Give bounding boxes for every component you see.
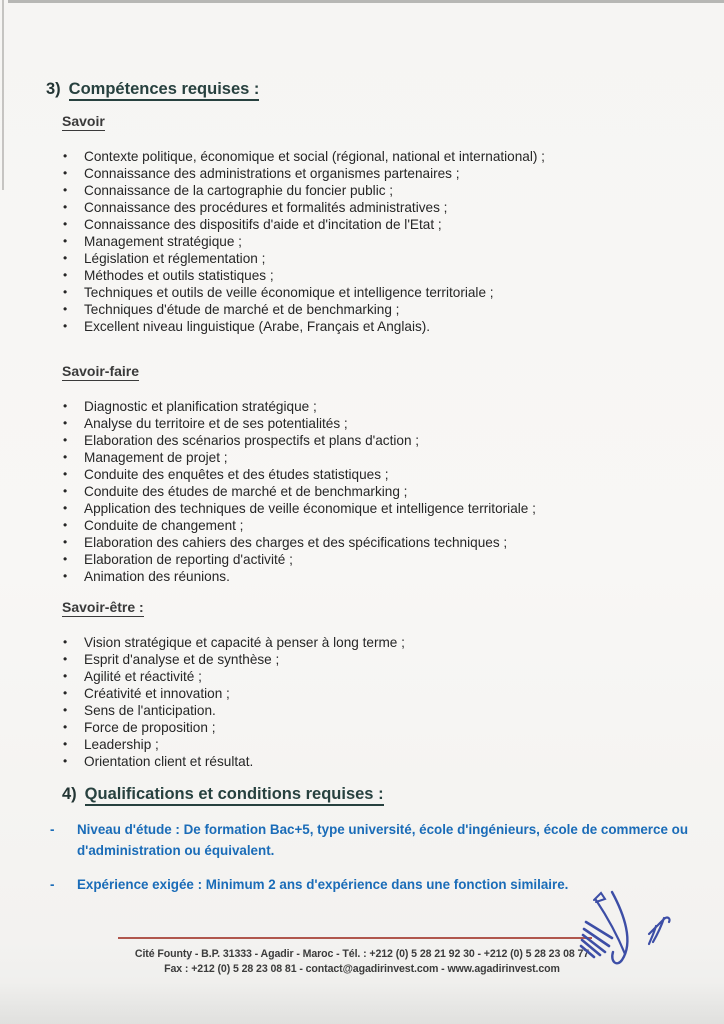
bullet-icon: • — [63, 635, 68, 649]
bullet-icon: • — [63, 669, 68, 683]
bullet-item — [63, 449, 688, 466]
bullet-item — [63, 753, 688, 770]
bullet-icon: • — [63, 166, 68, 180]
bullet-icon: • — [63, 183, 68, 197]
handwritten-signature — [572, 880, 696, 980]
dash-bullet: - — [50, 822, 55, 837]
bullet-item — [63, 483, 688, 500]
bullet-item-text: Analyse du territoire et de ses potentialités ; — [84, 416, 348, 431]
bullet-icon: • — [63, 686, 68, 700]
section-4-number: 4) — [62, 785, 77, 803]
bullet-icon: • — [63, 518, 68, 532]
bullet-item — [63, 736, 688, 753]
bullet-item-text: Contexte politique, économique et social (régional, national et international) ; — [84, 149, 545, 164]
bullet-item-text: Législation et réglementation ; — [84, 251, 266, 266]
bullet-item-text: Connaissance de la cartographie du foncier public ; — [84, 183, 394, 198]
bullet-icon: • — [63, 217, 68, 231]
bullet-icon: • — [63, 319, 68, 333]
bullet-item — [63, 500, 688, 517]
bullet-item-text: Elaboration de reporting d'activité ; — [84, 552, 293, 567]
bullet-item-text: Méthodes et outils statistiques ; — [84, 268, 274, 283]
section-3-number: 3) — [46, 80, 61, 98]
savoir-etre-list — [46, 634, 688, 770]
bullet-item-text: Vision stratégique et capacité à penser à long terme ; — [84, 635, 405, 650]
bullet-item-text: Conduite de changement ; — [84, 518, 244, 533]
bullet-item — [63, 534, 688, 551]
bullet-item — [63, 466, 688, 483]
bullet-item-text: Conduite des enquêtes et des études statistiques ; — [84, 467, 389, 482]
bullet-item — [63, 199, 688, 216]
bullet-item — [63, 551, 688, 568]
bullet-item — [63, 415, 688, 432]
bullet-icon: • — [63, 416, 68, 430]
document-body — [46, 78, 688, 896]
bullet-item — [63, 719, 688, 736]
bullet-item-text: Esprit d'analyse et de synthèse ; — [84, 652, 280, 667]
scan-shadow-bottom — [0, 982, 724, 1024]
footer-fax-line: Fax : +212 (0) 5 28 23 08 81 - contact@agadirinvest.com - www.agadirinvest.com — [164, 962, 560, 975]
scan-edge-left — [2, 0, 4, 190]
bullet-item — [63, 685, 688, 702]
bullet-icon: • — [63, 433, 68, 447]
bullet-item-text: Diagnostic et planification stratégique ; — [84, 399, 317, 414]
bullet-icon: • — [63, 703, 68, 717]
qualification-item-text: Niveau d'étude : De formation Bac+5, type université, école d'ingénieurs, école de commerce ou d'administration ou équivalent. — [77, 822, 688, 858]
bullet-item-text: Excellent niveau linguistique (Arabe, Français et Anglais). — [84, 319, 431, 334]
bullet-icon: • — [63, 234, 68, 248]
bullet-item-text: Conduite des études de marché et de benchmarking ; — [84, 484, 408, 499]
bullet-item-text: Management stratégique ; — [84, 234, 242, 249]
bullet-item-text: Force de proposition ; — [84, 720, 216, 735]
bullet-icon: • — [63, 569, 68, 583]
qualification-item-text: Expérience exigée : Minimum 2 ans d'expérience dans une fonction similaire. — [77, 877, 569, 892]
bullet-item-text: Connaissance des administrations et organismes partenaires ; — [84, 166, 460, 181]
section-3-title: Compétences requises : — [69, 80, 260, 101]
savoir-list — [46, 148, 688, 335]
bullet-item — [63, 250, 688, 267]
bullet-icon: • — [63, 652, 68, 666]
bullet-icon: • — [63, 149, 68, 163]
bullet-icon: • — [63, 467, 68, 481]
bullet-item — [63, 165, 688, 182]
bullet-item-text: Elaboration des scénarios prospectifs et plans d'action ; — [84, 433, 420, 448]
subsection-savoir-faire-heading: Savoir-faire — [62, 363, 140, 379]
section-3-heading — [46, 78, 688, 100]
bullet-item — [63, 517, 688, 534]
bullet-item-text: Agilité et réactivité ; — [84, 669, 202, 684]
bullet-icon: • — [63, 285, 68, 299]
savoir-faire-list — [46, 398, 688, 585]
bullet-icon: • — [63, 754, 68, 768]
bullet-icon: • — [63, 501, 68, 515]
bullet-item — [63, 301, 688, 318]
bullet-icon: • — [63, 251, 68, 265]
bullet-item — [63, 182, 688, 199]
bullet-item — [63, 568, 688, 585]
section-4-title: Qualifications et conditions requises : — [85, 785, 384, 806]
bullet-item-text: Orientation client et résultat. — [84, 754, 254, 769]
bullet-item-text: Sens de l'anticipation. — [84, 703, 216, 718]
bullet-icon: • — [63, 268, 68, 282]
bullet-item — [63, 233, 688, 250]
bullet-item — [63, 432, 688, 449]
bullet-item-text: Techniques d'étude de marché et de benchmarking ; — [84, 302, 400, 317]
footer-address-line: Cité Founty - B.P. 31333 - Agadir - Maroc - Tél. : +212 (0) 5 28 21 92 30 - +212 (0) 5 28 23 08 77 — [134, 948, 590, 960]
bullet-item — [63, 398, 688, 415]
bullet-item — [63, 651, 688, 668]
dash-bullet: - — [50, 877, 55, 892]
bullet-icon: • — [63, 535, 68, 549]
bullet-item-text: Elaboration des cahiers des charges et des spécifications techniques ; — [84, 535, 508, 550]
subsection-savoir-etre-heading: Savoir-être : — [62, 599, 144, 615]
bullet-item-text: Connaissance des procédures et formalités administratives ; — [84, 200, 448, 215]
bullet-item-text: Management de projet ; — [84, 450, 228, 465]
bullet-item — [63, 284, 688, 301]
bullet-icon: • — [63, 720, 68, 734]
bullet-item-text: Connaissance des dispositifs d'aide et d'incitation de l'Etat ; — [84, 217, 442, 232]
bullet-item — [63, 267, 688, 284]
bullet-item — [63, 216, 688, 233]
bullet-item — [63, 668, 688, 685]
bullet-item — [63, 702, 688, 719]
bullet-icon: • — [63, 552, 68, 566]
bullet-item — [63, 634, 688, 651]
scan-edge-top — [8, 0, 724, 3]
footer-divider-line — [118, 937, 592, 939]
bullet-icon: • — [63, 399, 68, 413]
bullet-icon: • — [63, 200, 68, 214]
bullet-item-text: Techniques et outils de veille économique et intelligence territoriale ; — [84, 285, 494, 300]
qualification-item — [46, 820, 688, 861]
bullet-icon: • — [63, 302, 68, 316]
bullet-icon: • — [63, 737, 68, 751]
bullet-item-text: Créativité et innovation ; — [84, 686, 230, 701]
bullet-item-text: Leadership ; — [84, 737, 159, 752]
bullet-item — [63, 148, 688, 165]
bullet-icon: • — [63, 450, 68, 464]
bullet-icon: • — [63, 484, 68, 498]
bullet-item-text: Application des techniques de veille économique et intelligence territoriale ; — [84, 501, 536, 516]
bullet-item-text: Animation des réunions. — [84, 569, 230, 584]
bullet-item — [63, 318, 688, 335]
subsection-savoir-heading: Savoir — [62, 113, 105, 129]
section-4-heading — [46, 783, 688, 805]
